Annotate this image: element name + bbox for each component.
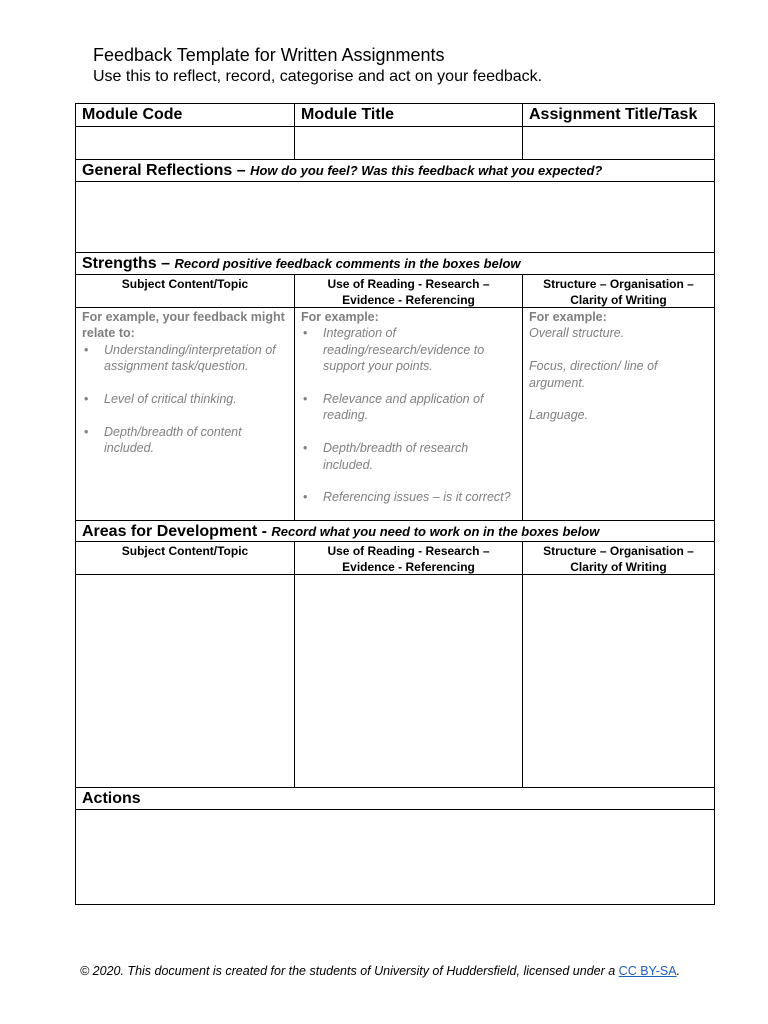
development-col-header-content: Subject Content/Topic — [75, 541, 295, 575]
general-reflections-label: General Reflections – — [82, 162, 251, 179]
list-item: • Relevance and application of reading. — [323, 391, 516, 424]
assignment-title-header: Assignment Title/Task — [522, 103, 715, 127]
footer-end: . — [676, 964, 681, 978]
development-reading-field[interactable] — [294, 574, 523, 788]
list-item: • Integration of reading/research/evidence to support your points. — [323, 325, 516, 374]
strengths-content-list — [82, 342, 288, 457]
footer — [80, 964, 680, 978]
list-item: • Referencing issues – is it correct? — [323, 489, 516, 505]
module-code-field[interactable] — [75, 126, 295, 160]
list-item: • Level of critical thinking. — [104, 391, 288, 407]
strengths-structure-lead: For example: — [529, 310, 607, 324]
feedback-table — [75, 103, 715, 905]
development-note: Record what you need to work on in the boxes below — [271, 524, 600, 539]
development-col-header-reading: Use of Reading - Research – Evidence - Referencing — [294, 541, 523, 575]
document-title: Feedback Template for Written Assignments — [93, 45, 445, 65]
structure-example-item: Focus, direction/ line of argument. — [529, 359, 658, 390]
development-structure-field[interactable] — [522, 574, 715, 788]
strengths-col-header-content: Subject Content/Topic — [75, 274, 295, 308]
actions-header: Actions — [75, 787, 715, 810]
assignment-title-field[interactable] — [522, 126, 715, 160]
list-item: • Understanding/interpretation of assignment task/question. — [104, 342, 288, 375]
strengths-content-cell[interactable] — [75, 307, 295, 521]
module-code-header: Module Code — [75, 103, 295, 127]
strengths-col-header-reading: Use of Reading - Research – Evidence - Referencing — [294, 274, 523, 308]
strengths-content-lead: For example, your feedback might relate to: — [82, 310, 285, 341]
strengths-label: Strengths – — [82, 255, 175, 272]
document-subtitle: Use this to reflect, record, categorise and act on your feedback. — [93, 68, 543, 85]
list-item: • Depth/breadth of research included. — [323, 440, 516, 473]
strengths-note: Record positive feedback comments in the boxes below — [174, 256, 521, 271]
development-col-header-structure: Structure – Organisation – Clarity of Writing — [522, 541, 715, 575]
strengths-reading-lead: For example: — [301, 310, 379, 324]
development-header — [75, 520, 715, 542]
module-title-field[interactable] — [294, 126, 523, 160]
list-item: • Depth/breadth of content included. — [104, 424, 288, 457]
module-title-header: Module Title — [294, 103, 523, 127]
license-link[interactable]: CC BY-SA — [618, 964, 677, 978]
development-content-field[interactable] — [75, 574, 295, 788]
strengths-col-header-structure: Structure – Organisation – Clarity of Writing — [522, 274, 715, 308]
general-reflections-note: How do you feel? Was this feedback what you expected? — [250, 163, 603, 178]
strengths-reading-cell[interactable] — [294, 307, 523, 521]
strengths-structure-cell[interactable] — [522, 307, 715, 521]
strengths-reading-list — [301, 325, 516, 505]
general-reflections-field[interactable] — [75, 181, 715, 253]
structure-example-item: Overall structure. — [529, 326, 625, 341]
structure-example-item: Language. — [529, 408, 589, 423]
footer-text: © 2020. This document is created for the students of University of Huddersfield, licensed under a — [80, 964, 619, 978]
strengths-header — [75, 252, 715, 275]
general-reflections-header — [75, 159, 715, 182]
actions-field[interactable] — [75, 809, 715, 905]
development-label: Areas for Development - — [82, 523, 272, 540]
